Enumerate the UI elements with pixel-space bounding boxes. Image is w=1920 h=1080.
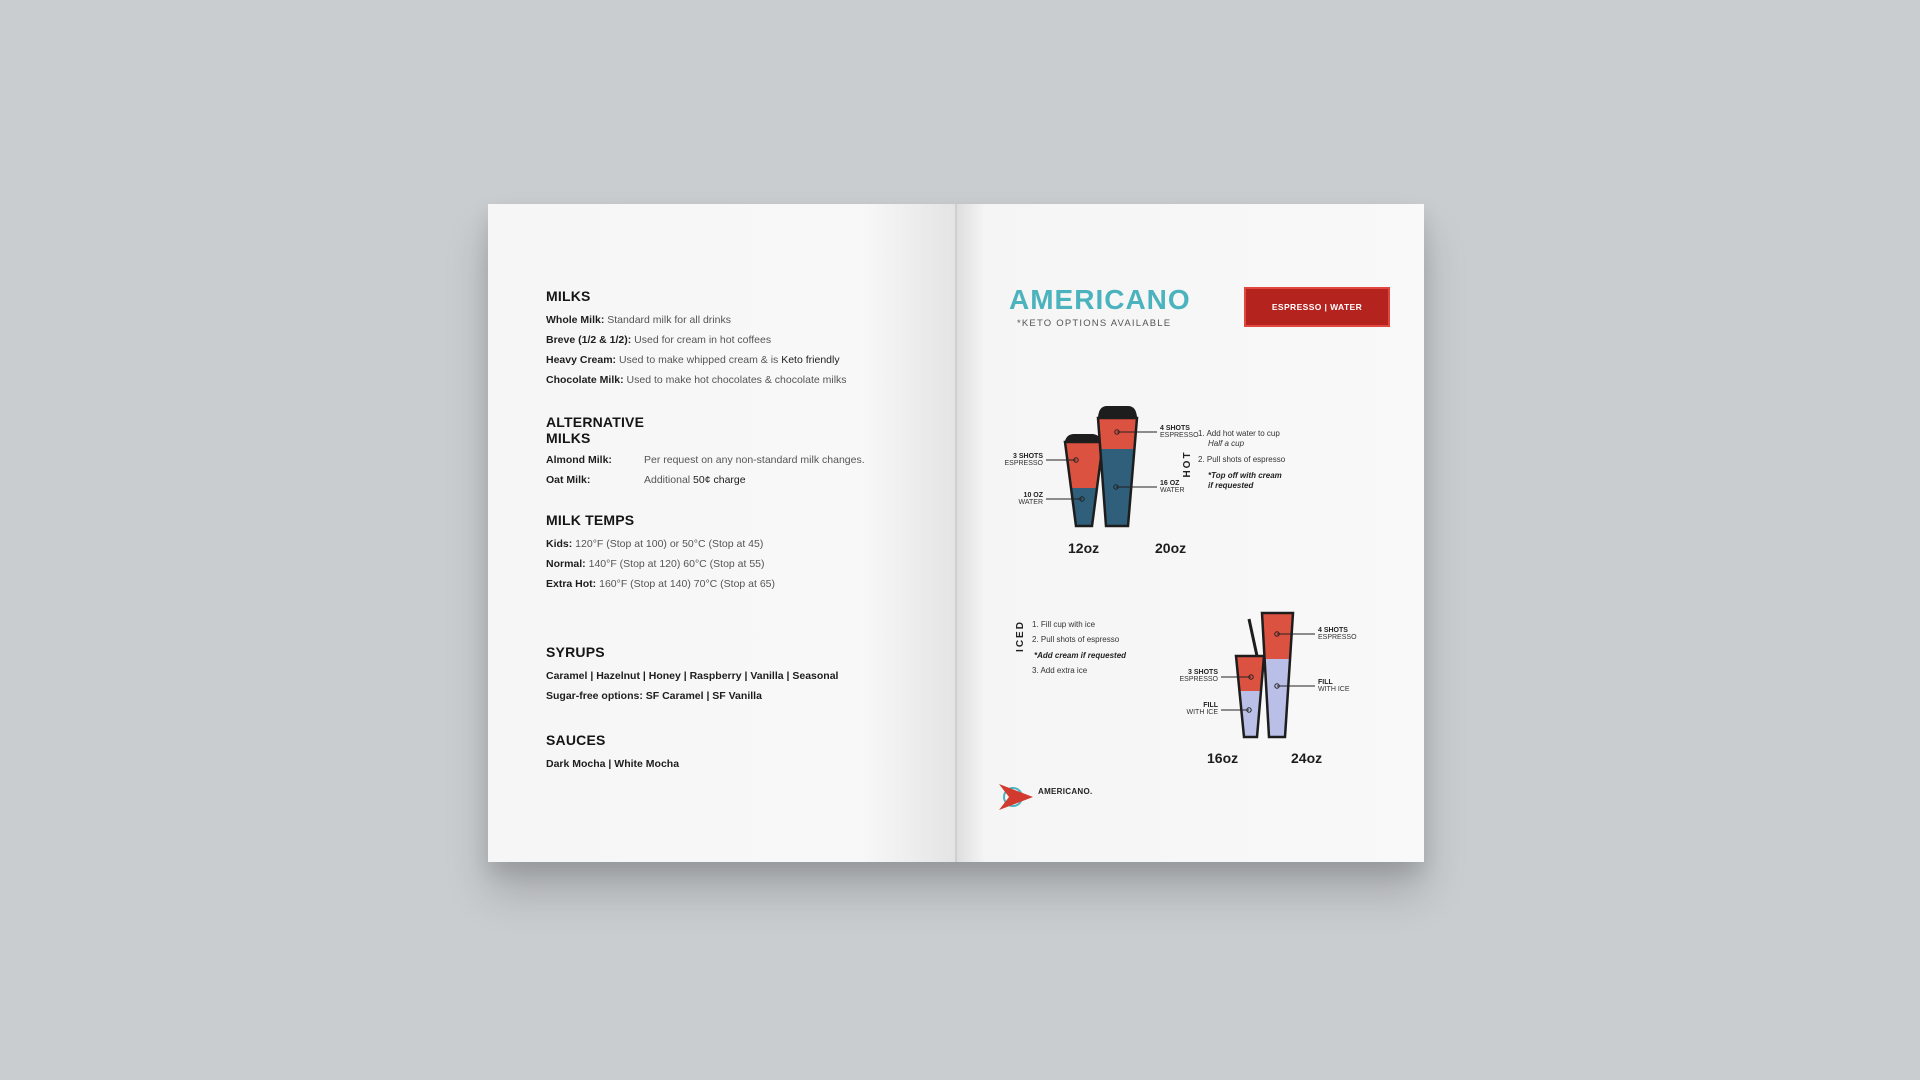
iced-small-top-label: 3 SHOTS [1188, 669, 1218, 676]
hot-small-bottom-label: 10 OZ [1023, 492, 1043, 499]
page-title: AMERICANO [1009, 284, 1191, 315]
milk-temps-heading: MILK TEMPS [546, 512, 635, 528]
brand-logo-icon [999, 784, 1033, 810]
iced-small-size: 16oz [1207, 750, 1239, 766]
hot-small-top-label: 3 SHOTS [1013, 453, 1043, 460]
alt-milks-section [546, 414, 946, 490]
milk-temps-section [546, 512, 946, 594]
milks-heading: MILKS [546, 288, 591, 304]
alt-milk-desc: Additional 50¢ charge [644, 474, 746, 486]
hot-large-size: 20oz [1155, 540, 1187, 556]
recipe-diagram [957, 204, 1424, 862]
hot-small-size: 12oz [1068, 540, 1100, 556]
hot-note-2: if requested [1208, 481, 1254, 490]
sauces-list: Dark Mocha | White Mocha [546, 758, 680, 770]
hot-large-bottom-label: 16 OZ [1160, 480, 1180, 487]
alt-milk-desc: Per request on any non-standard milk changes. [644, 454, 865, 466]
alt-milks-heading: ALTERNATIVE MILKS [546, 414, 645, 446]
hot-label: HOT [1182, 450, 1193, 478]
keto-note: *KETO OPTIONS AVAILABLE [1017, 318, 1172, 329]
hot-small-cup [1065, 434, 1103, 526]
sugar-free-list: Sugar-free options: SF Caramel | SF Vanilla [546, 690, 762, 702]
iced-step-3: 3. Add extra ice [1032, 666, 1088, 675]
iced-large-top-label: 4 SHOTS [1318, 627, 1348, 634]
ingredients-tag: ESPRESSO | WATER [1244, 287, 1390, 327]
cup-lid [1065, 434, 1101, 441]
booklet-spread [488, 204, 1424, 862]
milk-item: Heavy Cream: Used to make whipped cream & is Keto friendly [546, 354, 840, 366]
alt-milk-name: Almond Milk: [546, 454, 612, 466]
iced-small-bottom-label: FILL [1203, 702, 1218, 709]
hot-step-2: 2. Pull shots of espresso [1198, 455, 1286, 464]
hot-large-cup [1098, 406, 1137, 526]
left-page [488, 204, 955, 862]
temp-item: Kids: 120°F (Stop at 100) or 50°C (Stop at 45) [546, 538, 764, 550]
milks-section [546, 288, 946, 390]
iced-small-bottom-sub: WITH ICE [1186, 709, 1218, 716]
hot-step-1-note: Half a cup [1208, 439, 1245, 448]
iced-step-1: 1. Fill cup with ice [1032, 620, 1096, 629]
syrups-list: Caramel | Hazelnut | Honey | Raspberry | Vanilla | Seasonal [546, 670, 839, 682]
cup-lid [1098, 406, 1137, 417]
sauces-heading: SAUCES [546, 732, 606, 748]
milk-item: Chocolate Milk: Used to make hot chocolates & chocolate milks [546, 374, 847, 386]
iced-large-bottom-label: FILL [1318, 679, 1333, 686]
right-page [957, 204, 1424, 862]
hot-step-1: 1. Add hot water to cup [1198, 429, 1280, 438]
alt-milk-name: Oat Milk: [546, 474, 591, 486]
iced-large-top-sub: ESPRESSO [1318, 634, 1357, 641]
hot-large-bottom-sub: WATER [1160, 487, 1185, 494]
iced-note: *Add cream if requested [1034, 651, 1127, 660]
temp-item: Extra Hot: 160°F (Stop at 140) 70°C (Stop at 65) [546, 578, 776, 590]
hot-large-top-label: 4 SHOTS [1160, 425, 1190, 432]
temp-item: Normal: 140°F (Stop at 120) 60°C (Stop at 55) [546, 558, 765, 570]
milk-item: Breve (1/2 & 1/2): Used for cream in hot coffees [546, 334, 772, 346]
milk-item: Whole Milk: Standard milk for all drinks [546, 314, 731, 326]
hot-note-1: *Top off with cream [1208, 471, 1282, 480]
syrups-section [546, 644, 946, 706]
iced-label: ICED [1015, 620, 1026, 652]
espresso-fill [1098, 418, 1137, 449]
iced-small-top-sub: ESPRESSO [1179, 676, 1218, 683]
espresso-fill [1236, 656, 1264, 691]
hot-large-top-sub: ESPRESSO [1160, 432, 1199, 439]
iced-small-cup [1236, 619, 1264, 737]
brand-name: AMERICANO. [1038, 787, 1093, 796]
iced-large-bottom-sub: WITH ICE [1318, 686, 1350, 693]
straw [1249, 619, 1257, 656]
sauces-section [546, 732, 946, 774]
iced-large-size: 24oz [1291, 750, 1323, 766]
iced-step-2: 2. Pull shots of espresso [1032, 635, 1120, 644]
hot-small-top-sub: ESPRESSO [1004, 460, 1043, 467]
hot-small-bottom-sub: WATER [1018, 499, 1043, 506]
syrups-heading: SYRUPS [546, 644, 605, 660]
